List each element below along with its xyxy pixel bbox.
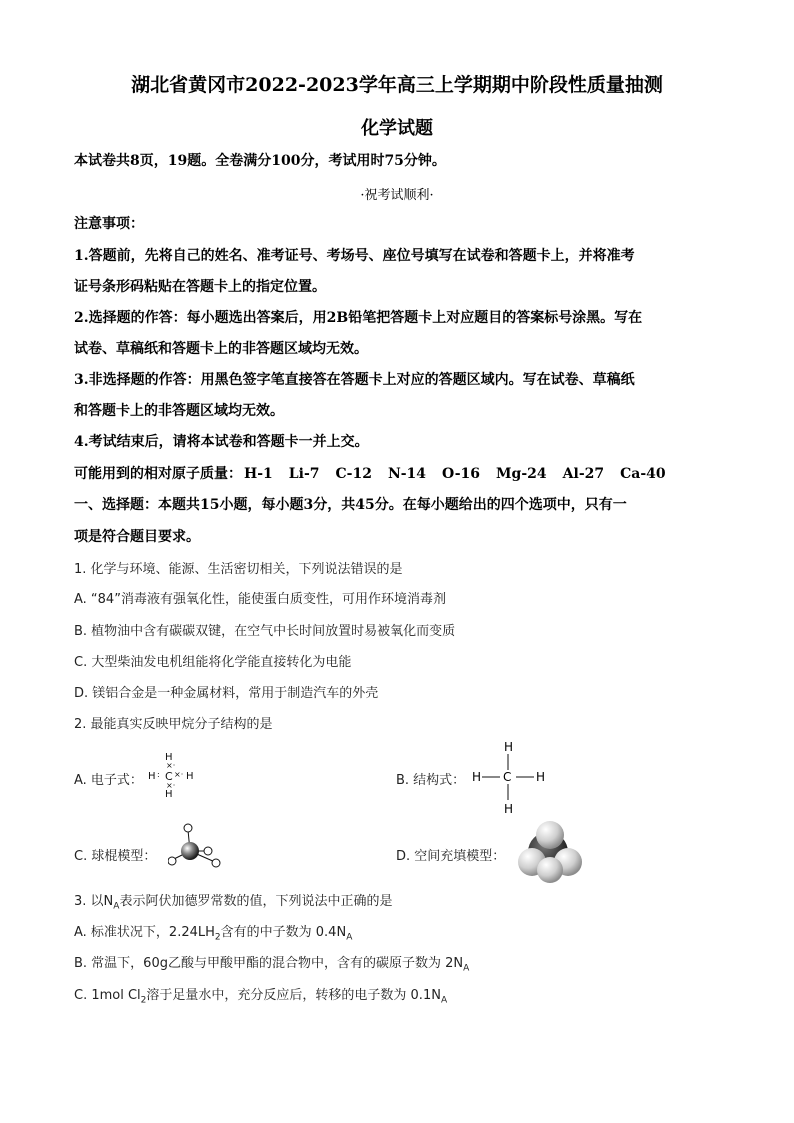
atomic-mass-item: Li-7 <box>288 466 320 482</box>
exam-title: 湖北省黄冈市2022-2023学年高三上学期期中阶段性质量抽测 <box>131 74 663 96</box>
shared-pair-dots: ×· <box>166 761 176 770</box>
h-atom: H <box>536 770 546 784</box>
subscript: A <box>113 901 120 912</box>
section-1-line-2: 项是符合题目要求。 <box>74 529 200 545</box>
electron-dot-formula <box>146 752 196 802</box>
shared-pair-dots: ×· <box>166 781 176 790</box>
subscript: 2 <box>140 995 147 1006</box>
note-4: 4.考试结束后，请将本试卷和答题卡一并上交。 <box>74 434 369 450</box>
note-1-line-1: 1.答题前，先将自己的姓名、准考证号、考场号、座位号填写在试卷和答题卡上，并将准考 <box>74 248 635 264</box>
q1-option-a: A. “84”消毒液有强氧化性，能使蛋白质变性，可用作环境消毒剂 <box>74 592 446 607</box>
ball-and-stick-model <box>168 822 224 872</box>
hydrogen-ball <box>212 859 220 867</box>
q1-option-c: C. 大型柴油发电机组能将化学能直接转化为电能 <box>74 655 352 670</box>
subscript: A <box>346 932 353 943</box>
q1-option-d: D. 镁铝合金是一种金属材料，常用于制造汽车的外壳 <box>74 686 379 701</box>
h-atom: H <box>504 740 514 754</box>
atomic-mass-item: Mg-24 <box>496 466 547 482</box>
c-atom: C <box>503 770 512 784</box>
atomic-mass-item: O-16 <box>442 466 481 482</box>
q3-option-c-text-2: 溶于足量水中，充分反应后，转移的电子数为 0.1N <box>146 988 441 1003</box>
q3-option-b <box>74 952 469 974</box>
h-atom: H <box>186 771 194 782</box>
carbon-ball <box>181 842 199 860</box>
note-2-line-2: 试卷、草稿纸和答题卡上的非答题区域均无效。 <box>74 341 368 357</box>
atomic-mass-item: N-14 <box>387 466 427 482</box>
structural-formula <box>470 738 550 818</box>
hydrogen-sphere <box>537 857 563 883</box>
q3-stem <box>74 890 392 912</box>
atomic-mass-item: C-12 <box>335 466 372 482</box>
space-filling-model <box>510 818 590 888</box>
q2-option-d-label: D. 空间充填模型： <box>396 849 506 864</box>
h-atom: H <box>504 802 514 816</box>
subscript: A <box>463 963 470 974</box>
note-3-line-2: 和答题卡上的非答题区域均无效。 <box>74 403 284 419</box>
atomic-masses-label: 可能用到的相对原子质量： <box>74 466 242 482</box>
q2-option-b-label: B. 结构式： <box>396 773 466 788</box>
h-atom: H <box>165 789 173 800</box>
h-atom: H <box>472 770 482 784</box>
note-2-line-1: 2.选择题的作答：每小题选出答案后，用2B铅笔把答题卡上对应题目的答案标号涂黑。写在 <box>74 310 643 326</box>
q2-option-a-label: A. 电子式： <box>74 773 143 788</box>
q3-stem-prefix: 3. 以N <box>74 894 114 909</box>
q3-option-a-formula: H <box>205 925 215 940</box>
hydrogen-ball <box>184 824 192 832</box>
subscript: A <box>440 995 448 1006</box>
q3-option-c-text: C. 1mol Cl <box>74 988 141 1003</box>
h-atom: H <box>148 771 156 782</box>
q3-option-a <box>74 921 352 943</box>
shared-pair-dots: : <box>157 770 160 779</box>
hydrogen-sphere <box>536 821 564 849</box>
atomic-mass-item: H-1 <box>244 466 273 482</box>
q1-stem: 1. 化学与环境、能源、生活密切相关，下列说法错误的是 <box>74 562 403 577</box>
h-atom: H <box>165 752 173 763</box>
hydrogen-ball <box>168 857 176 865</box>
q2-option-c-label: C. 球棍模型： <box>74 849 157 864</box>
atomic-masses <box>74 463 682 483</box>
intro-summary: 本试卷共8页，19题。全卷满分100分，考试用时75分钟。 <box>74 153 446 169</box>
atomic-mass-item: Al-27 <box>562 466 605 482</box>
notes-heading: 注意事项： <box>74 216 144 232</box>
q2-stem: 2. 最能真实反映甲烷分子结构的是 <box>74 717 273 732</box>
q3-option-b-text: B. 常温下，60g乙酸与甲酸甲酯的混合物中，含有的碳原子数为 2N <box>74 956 464 971</box>
hydrogen-ball <box>204 847 212 855</box>
q3-option-c <box>74 984 447 1006</box>
intro-blessing: ·祝考试顺利· <box>360 188 434 203</box>
c-atom: C <box>165 770 173 783</box>
note-1-line-2: 证号条形码粘贴在答题卡上的指定位置。 <box>74 279 326 295</box>
q3-option-a-text-2: 含有的中子数为 0.4N <box>220 925 347 940</box>
section-1-line-1: 一、选择题：本题共15小题，每小题3分，共45分。在每小题给出的四个选项中，只有一 <box>74 497 627 513</box>
q3-stem-text: 表示阿伏加德罗常数的值，下列说法中正确的是 <box>119 894 393 909</box>
note-3-line-1: 3.非选择题的作答：用黑色签字笔直接答在答题卡上对应的答题区域内。写在试卷、草稿纸 <box>74 372 635 388</box>
q3-option-a-text: A. 标准状况下，2.24L <box>74 925 206 940</box>
q1-option-b: B. 植物油中含有碳碳双键，在空气中长时间放置时易被氧化而变质 <box>74 624 456 639</box>
shared-pair-dots: ×· <box>174 770 184 779</box>
atomic-mass-item: Ca-40 <box>620 466 666 482</box>
exam-subtitle: 化学试题 <box>361 118 433 139</box>
subscript: 2 <box>214 932 221 943</box>
